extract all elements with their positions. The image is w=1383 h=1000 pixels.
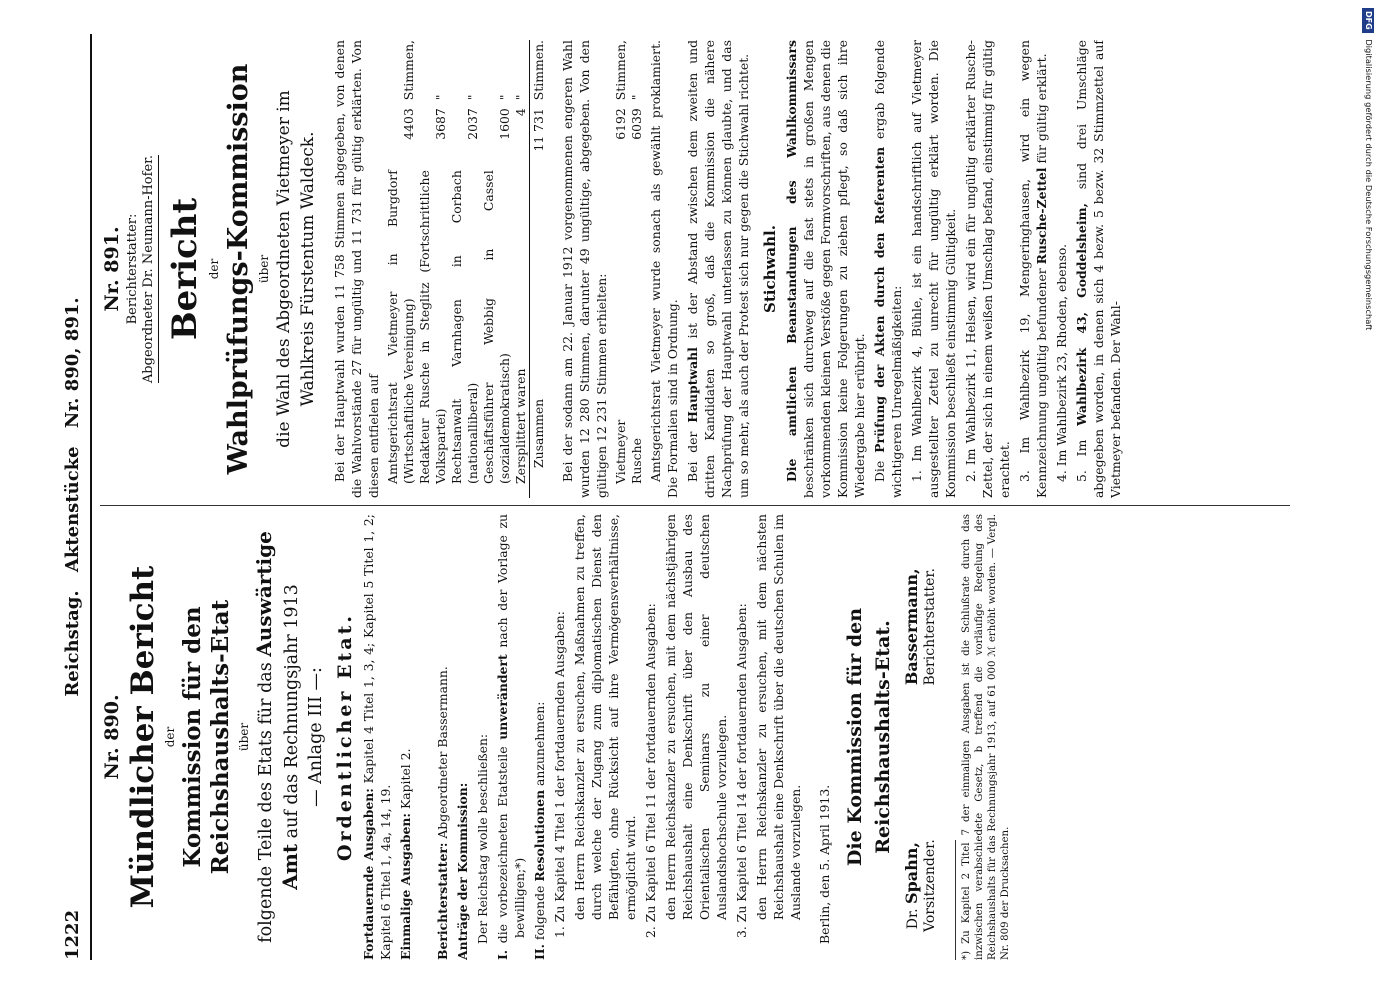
reporter-line [434, 514, 451, 960]
reporter-sign-role: Berichterstatter. [922, 568, 938, 686]
sw-votes: 6192 [613, 108, 628, 140]
reporter-label: Berichterstatter: [125, 213, 140, 325]
motion-II-text-a: folgende [532, 885, 547, 941]
hauptwahl-total-label: Zusammen [530, 170, 548, 498]
document-number: Nr. 890. [101, 694, 123, 780]
chair-name: Spahn, [902, 842, 921, 904]
hauptwahl-intro: Bei der Hauptwahl wurden 11 758 Stimmen abgegeben, von denen die Wahlvorstände 27 für ungültig und 11 731 für gültig erklärten. Von diesen entfielen auf [332, 40, 381, 498]
article-der: der [163, 726, 177, 748]
hw-unit: " [497, 94, 512, 101]
motion-I-number: I. [495, 949, 510, 960]
antraege-text: Der Reichstag wolle beschließen: [475, 733, 490, 944]
antraege-heading: Anträge der Kommission: [455, 782, 470, 960]
hw-candidate: Zersplittert waren [513, 368, 528, 484]
reporter-name: Abgeordneter Dr. Neumann-Hofer. [141, 155, 159, 383]
chair-role: Vorsitzender. [922, 839, 938, 932]
date-line: Berlin, den 5. April 1913. [817, 784, 832, 944]
subject-text-year: auf das Rechnungsjahr 1913 [282, 584, 302, 839]
subject-bold: Auswärtige [252, 531, 276, 657]
footnote: *) Zu Kapitel 2 Titel 7 der einmaligen Ausgaben ist die Schlußrate durch das inzwischen verabschiedete Gesetz, b treffend die vorläufige Regelung des Reichshaushalts für das Rechnungsjahr 1913, auf 61 000 ℳ erhöht worden. — Vergl. Nr. 809 der Drucksachen. [961, 514, 1011, 960]
p6-text-b: ergab folgende wichtigeren Unregelmäßigkeiten: [872, 40, 904, 498]
finding-2: 2. Im Wahlbezirk 11, Helsen, wird ein für ungültig erklärter Rusche-Zettel, der sich in einem weißen Umschlag befand, einstimmig für gültig erachtet. [963, 40, 1012, 498]
stichwahl-table [613, 40, 645, 498]
running-head [60, 34, 92, 960]
stichwahl-rows [613, 40, 645, 498]
finding-3-bold: Rusche-Zettel [1034, 167, 1049, 265]
hw-row [417, 40, 449, 498]
dfg-logo: DFG [1362, 8, 1374, 33]
footnote-rule [955, 840, 956, 960]
article-ueber: über [237, 722, 251, 752]
commission-name: Kommission für den Reichshaushalts-Etat [179, 599, 234, 875]
resolution-2-head: 2. Zu Kapitel 6 Titel 11 der fortdauernden Ausgaben: [643, 603, 658, 938]
motion-I-text-b: nach der Vorlage zu bewilligen;*) [495, 514, 527, 938]
hw-candidate: Amtsgerichtsrat Vietmeyer in Burgdorf (Wirtschaftliche Vereinigung) [385, 170, 416, 484]
p5-bold: Die amtlichen Beanstandungen des Wahlkommissars [784, 40, 799, 482]
fortdauernde-text: Kapitel 4 Titel 1, 3, 4; Kapitel 5 Titel 1, 2; Kapitel 6 Titel 1, 4a, 14, 19. [361, 514, 393, 960]
stichwahl-heading: Stichwahl. [761, 225, 779, 313]
hauptwahl-total-value: 11 731 [530, 108, 548, 170]
resolution-3-text: den Herrn Reichskanzler zu ersuchen, mit dem nächsten Reichshaushalt eine Denkschrift über die deutschen Schulen im Auslande vorzulegen. [754, 514, 803, 920]
reporter-sign-name: Bassermann, [902, 568, 921, 686]
motion-I [494, 514, 528, 960]
document-891 [96, 40, 1300, 498]
finding-1: 1. Im Wahlbezirk 4, Bühle, ist ein handschriftlich auf Vietmeyer ausgestellter Zettel zu unrecht für ungültig erklärt worden. Die Kommission beschließt einstimmig Gültigkeit. [909, 40, 958, 498]
running-title-right: Nr. 890, 891. [62, 297, 83, 429]
signatures [903, 514, 941, 960]
finding-3-text-a: 3. Im Wahlbezirk 19, Mengeringhausen, wird ein wegen Kennzeichnung ungültig befundener [1017, 40, 1049, 498]
commission-name: Wahlprüfungs-Kommission [223, 63, 254, 475]
page-number: 1222 [62, 909, 83, 960]
p5-text: beschränken sich durchweg auf die fast stets in großen Mengen vorkommenden kleinen Verstöße gegen Formvorschriften, aus denen die Kommission keine Folgerungen zu ziehen pflegt, so daß sich ihre Wiedergabe hier erübrigt. [801, 40, 867, 498]
einmalige-text: Kapitel 2. [398, 748, 413, 810]
motion-II-bold: Resolutionen [532, 789, 547, 882]
hw-votes: 4403 [401, 108, 416, 140]
document-890 [96, 514, 1300, 960]
signature-reporter [903, 568, 939, 686]
p4-text-a: Bei der [685, 431, 700, 482]
subject-line-2: Wahlkreis Fürstentum Waldeck. [298, 131, 318, 407]
motion-II [531, 514, 548, 960]
hw-unit: " [433, 94, 448, 101]
hauptwahl-assessment [684, 40, 752, 498]
subject-bold-amt: Amt [278, 843, 302, 890]
finding-5-text-b: sind drei Umschläge abgegeben worden, in denen sich 4 bezw. 5 bezw. 32 Stimmzettel auf Vietmeyer befanden. Der Wahl- [1074, 40, 1123, 498]
sw-candidate: Vietmeyer [613, 419, 628, 484]
fortdauernde-ausgaben [360, 514, 394, 960]
akten-pruefung [871, 40, 905, 498]
finding-3 [1016, 40, 1050, 498]
hauptwahl-table [385, 40, 547, 498]
hauptwahl-rows [385, 40, 530, 498]
reporter-block [125, 40, 159, 498]
hw-votes: 4 [513, 108, 528, 117]
hw-unit: " [465, 94, 480, 101]
article-der: der [207, 258, 221, 280]
sw-row [613, 40, 629, 498]
section-title: Ordentlicher Etat. [334, 612, 356, 862]
finding-5-bold: Wahlbezirk 43, Goddelsheim, [1074, 203, 1089, 426]
signature-chair [903, 839, 939, 932]
hw-candidate: Rechtsanwalt Varnhagen in Corbach (nationalliberal) [449, 170, 480, 484]
resolution-1-text: den Herrn Reichskanzler zu ersuchen, Maßnahmen zu treffen, durch welche der Zugang zum diplomatischen Dienst den Befähigten, ohne Rücksicht auf ihre Vermögensverhältnisse, ermöglicht wird. [572, 514, 638, 920]
motion-I-bold: unverändert [495, 654, 510, 740]
subject-line-3: — Anlage III —: [306, 667, 326, 807]
p6-bold: Prüfung der Akten durch den Referenten [872, 146, 887, 453]
motion-I-text-a: die vorbezeichneten Etatsteile [495, 746, 510, 944]
finding-5-text-a: 5. Im [1074, 439, 1089, 482]
hw-unit: Stimmen, [401, 40, 416, 101]
running-title-middle: Aktenstücke [62, 446, 83, 573]
stichwahl-intro: Bei der sodann am 22. Januar 1912 vorgenommenen engeren Wahl wurden 12 280 Stimmen, darunter 49 ungültige, abgegeben. Von den gültigen 12 231 Stimmen erhielten: [560, 40, 609, 498]
subject-text: folgende Teile des Etats für das [256, 662, 276, 943]
report-title: Mündlicher Bericht [125, 565, 161, 909]
proclamation: Amtsgerichtsrat Vietmeyer wurde sonach als gewählt proklamiert. Die Formalien sind in Ordnung. [648, 40, 680, 498]
hw-row [481, 40, 513, 498]
hw-row [449, 40, 481, 498]
hw-votes: 1600 [497, 108, 512, 140]
resolution-2-text: den Herrn Reichskanzler zu ersuchen, mit dem nächstjährigen Reichshaushalt eine Denkschrift über den Ausbau des Orientalischen Seminars zu einer deutschen Auslandshochschule vorzulegen. [663, 514, 729, 920]
hw-unit: " [513, 94, 528, 101]
einmalige-ausgaben [397, 514, 414, 960]
column-divider [100, 505, 1290, 506]
subject-line-1 [253, 514, 277, 960]
p4-bold: Hauptwahl [685, 347, 700, 423]
resolution-1-head: 1. Zu Kapitel 4 Titel 1 der fortdauernden Ausgaben: [552, 611, 567, 938]
einmalige-label: Einmalige Ausgaben: [398, 813, 413, 960]
digitization-note [1358, 8, 1380, 608]
motion-II-number: II. [532, 944, 547, 960]
finding-5 [1073, 40, 1124, 498]
hauptwahl-total-row [530, 40, 548, 498]
sw-unit: Stimmen, [613, 40, 628, 101]
p4-text-b: ist der Abstand zwischen dem zweiten und dritten Kandidaten so groß, daß die Kommission die nähere Nachprüfung der Hauptwahl unterlassen zu können glaubte, und das um so mehr, als auch der Protest sich nur gegen die Stichwahl richtet. [685, 40, 751, 498]
hw-votes: 3687 [433, 108, 448, 140]
fortdauernde-label: Fortdauernde Ausgaben: [361, 788, 376, 960]
hw-candidate: Redakteur Rusche in Steglitz (Fortschrittliche Volkspartei) [417, 170, 448, 484]
running-title [62, 34, 83, 960]
hw-candidate: Geschäftsführer Webbig in Cassel (sozialdemokratisch) [481, 170, 512, 484]
running-title-left: Reichstag. [62, 590, 83, 697]
finding-4: 4. Im Wahlbezirk 23, Rhoden, ebenso. [1054, 243, 1069, 482]
p6-text-a: Die [872, 460, 887, 482]
hw-row [385, 40, 417, 498]
motion-II-text-b: anzunehmen: [532, 701, 547, 786]
sw-row [629, 40, 645, 498]
reporter-label: Berichterstatter: [435, 842, 450, 960]
resolution-3-head: 3. Zu Kapitel 6 Titel 14 der fortdauernden Ausgaben: [734, 603, 749, 938]
beanstandungen [783, 40, 868, 498]
hw-votes: 2037 [465, 108, 480, 140]
hw-row [513, 40, 530, 498]
report-title: Bericht [165, 197, 205, 341]
article-ueber: über [257, 254, 271, 284]
finding-3-text-b: für gültig erklärt. [1034, 53, 1049, 164]
digitization-note-text [1358, 8, 1380, 608]
sw-candidate: Rusche [629, 438, 644, 484]
reporter-name: Abgeordneter Bassermann. [435, 666, 450, 839]
commission-signature: Die Kommission für den Reichshaushalts-Etat. [844, 607, 894, 867]
dfg-credit: Digitalisierung gefördert durch die Deutsche Forschungsgemeinschaft [1364, 39, 1374, 331]
subject-line-1: die Wahl des Abgeordneten Vietmeyer im [274, 90, 294, 448]
hauptwahl-total-unit: Stimmen. [530, 40, 548, 108]
sw-votes: 6039 [629, 108, 644, 140]
subject-line-2 [279, 514, 303, 960]
sw-unit: " [629, 94, 644, 101]
document-number: Nr. 891. [101, 226, 123, 312]
chair-title: Dr. [905, 908, 921, 930]
